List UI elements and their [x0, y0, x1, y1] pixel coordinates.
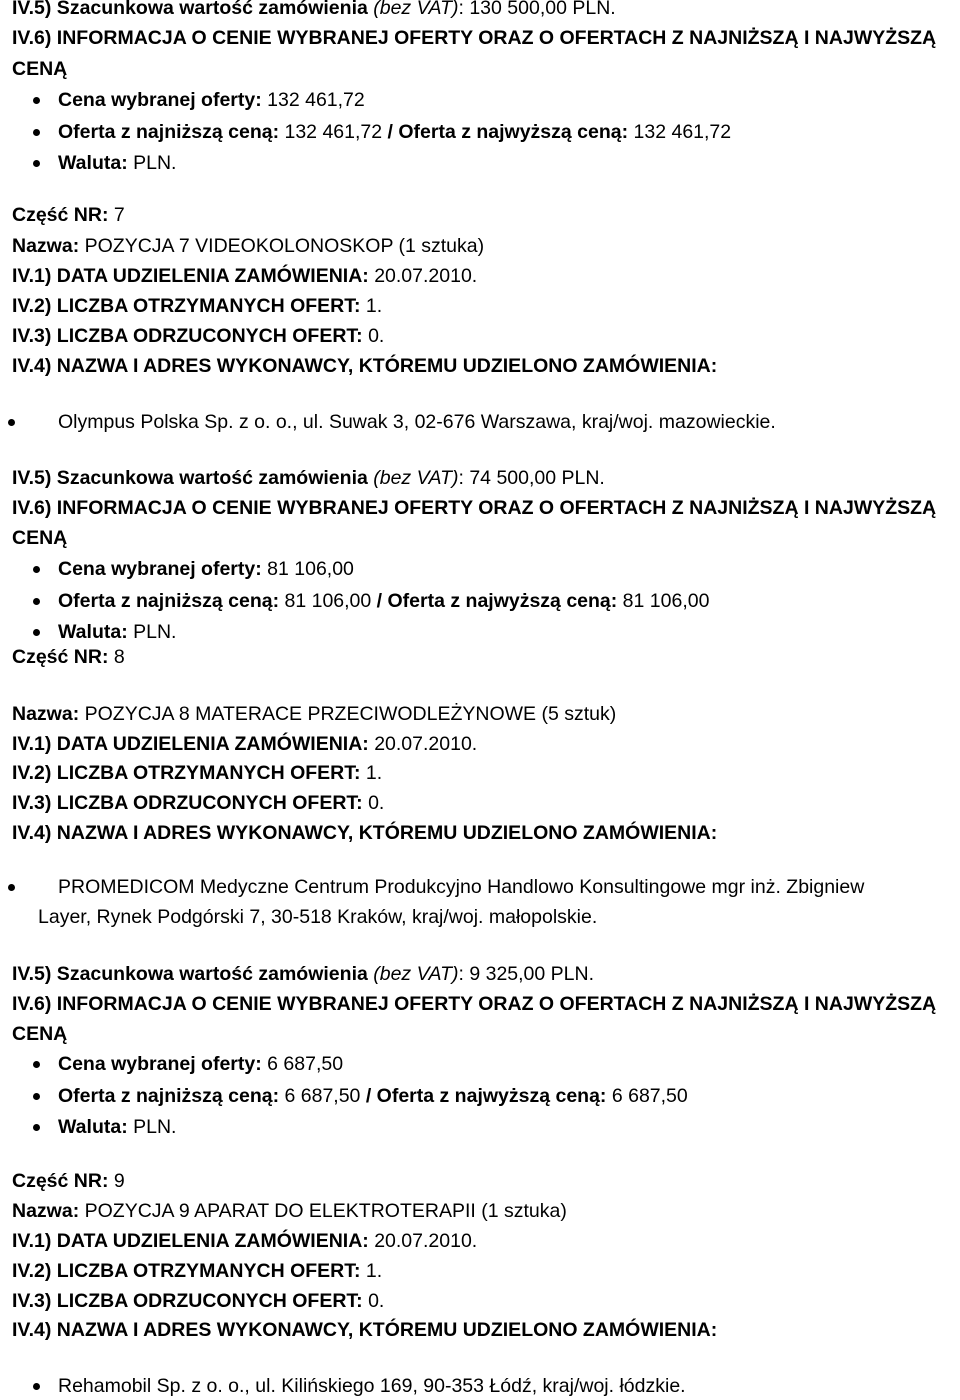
bullet-icon [33, 629, 40, 636]
iv6-heading: IV.6) INFORMACJA O CENIE WYBRANEJ OFERTY ORAZ O OFERTACH Z NAJNIŻSZĄ I NAJWYŻSZĄ [12, 993, 937, 1015]
bullet-icon [33, 598, 40, 605]
iv5-estimated-value: IV.5) Szacunkowa wartość zamówienia (bez VAT): 74 500,00 PLN. [12, 467, 605, 489]
iv2-offers-received: IV.2) LICZBA OTRZYMANYCH OFERT: 1. [12, 762, 383, 784]
iv2-offers-received: IV.2) LICZBA OTRZYMANYCH OFERT: 1. [12, 295, 383, 317]
iv3-offers-rejected: IV.3) LICZBA ODRZUCONYCH OFERT: 0. [12, 1290, 385, 1312]
bullet-icon [33, 1383, 40, 1390]
contractor-address-line2: Layer, Rynek Podgórski 7, 30-518 Kraków, kraj/woj. małopolskie. [38, 906, 598, 928]
part-name: Nazwa: POZYCJA 7 VIDEOKOLONOSKOP (1 sztuka) [12, 235, 485, 257]
lowest-highest-price: Oferta z najniższą ceną: 132 461,72 / Oferta z najwyższą ceną: 132 461,72 [58, 121, 732, 143]
iv5-estimated-value: IV.5) Szacunkowa wartość zamówienia (bez VAT): 9 325,00 PLN. [12, 963, 595, 985]
bullet-icon [33, 1093, 40, 1100]
part-name: Nazwa: POZYCJA 8 MATERACE PRZECIWODLEŻYNOWE (5 sztuk) [12, 703, 617, 725]
iv6-heading-cont: CENĄ [12, 527, 68, 549]
part-number: Część NR: 7 [12, 204, 125, 226]
bullet-icon [33, 1124, 40, 1131]
selected-offer-price: Cena wybranej oferty: 6 687,50 [58, 1053, 344, 1075]
bullet-icon [33, 1061, 40, 1068]
iv4-contractor-heading: IV.4) NAZWA I ADRES WYKONAWCY, KTÓREMU UDZIELONO ZAMÓWIENIA: [12, 1319, 718, 1341]
iv3-offers-rejected: IV.3) LICZBA ODRZUCONYCH OFERT: 0. [12, 325, 385, 347]
bullet-icon [33, 160, 40, 167]
lowest-highest-price: Oferta z najniższą ceną: 6 687,50 / Oferta z najwyższą ceną: 6 687,50 [58, 1085, 688, 1107]
lowest-highest-price: Oferta z najniższą ceną: 81 106,00 / Oferta z najwyższą ceną: 81 106,00 [58, 590, 710, 612]
iv1-award-date: IV.1) DATA UDZIELENIA ZAMÓWIENIA: 20.07.2010. [12, 733, 478, 755]
iv6-heading-cont: CENĄ [12, 58, 68, 80]
iv1-award-date: IV.1) DATA UDZIELENIA ZAMÓWIENIA: 20.07.2010. [12, 265, 478, 287]
iv2-offers-received: IV.2) LICZBA OTRZYMANYCH OFERT: 1. [12, 1260, 383, 1282]
part-name: Nazwa: POZYCJA 9 APARAT DO ELEKTROTERAPII (1 sztuka) [12, 1200, 567, 1222]
bullet-icon [8, 419, 15, 426]
iv6-heading: IV.6) INFORMACJA O CENIE WYBRANEJ OFERTY ORAZ O OFERTACH Z NAJNIŻSZĄ I NAJWYŻSZĄ [12, 27, 937, 49]
selected-offer-price: Cena wybranej oferty: 132 461,72 [58, 89, 365, 111]
currency: Waluta: PLN. [58, 1116, 177, 1138]
selected-offer-price: Cena wybranej oferty: 81 106,00 [58, 558, 354, 580]
iv3-offers-rejected: IV.3) LICZBA ODRZUCONYCH OFERT: 0. [12, 792, 385, 814]
bullet-icon [33, 97, 40, 104]
currency: Waluta: PLN. [58, 621, 177, 643]
contractor-address: Rehamobil Sp. z o. o., ul. Kilińskiego 169, 90-353 Łódź, kraj/woj. łódzkie. [58, 1375, 686, 1397]
bullet-icon [8, 884, 15, 891]
iv4-contractor-heading: IV.4) NAZWA I ADRES WYKONAWCY, KTÓREMU UDZIELONO ZAMÓWIENIA: [12, 355, 718, 377]
iv1-award-date: IV.1) DATA UDZIELENIA ZAMÓWIENIA: 20.07.2010. [12, 1230, 478, 1252]
contractor-address: Olympus Polska Sp. z o. o., ul. Suwak 3, 02-676 Warszawa, kraj/woj. mazowieckie. [58, 411, 776, 433]
iv4-contractor-heading: IV.4) NAZWA I ADRES WYKONAWCY, KTÓREMU UDZIELONO ZAMÓWIENIA: [12, 822, 718, 844]
bullet-icon [33, 129, 40, 136]
currency: Waluta: PLN. [58, 152, 177, 174]
contractor-address-line1: PROMEDICOM Medyczne Centrum Produkcyjno Handlowo Konsultingowe mgr inż. Zbigniew [58, 876, 865, 898]
part-number: Część NR: 8 [12, 646, 125, 668]
bullet-icon [33, 566, 40, 573]
iv6-heading-cont: CENĄ [12, 1023, 68, 1045]
part-number: Część NR: 9 [12, 1170, 125, 1192]
iv6-heading: IV.6) INFORMACJA O CENIE WYBRANEJ OFERTY ORAZ O OFERTACH Z NAJNIŻSZĄ I NAJWYŻSZĄ [12, 497, 937, 519]
iv5-estimated-value: IV.5) Szacunkowa wartość zamówienia (bez VAT): 130 500,00 PLN. [12, 0, 616, 19]
